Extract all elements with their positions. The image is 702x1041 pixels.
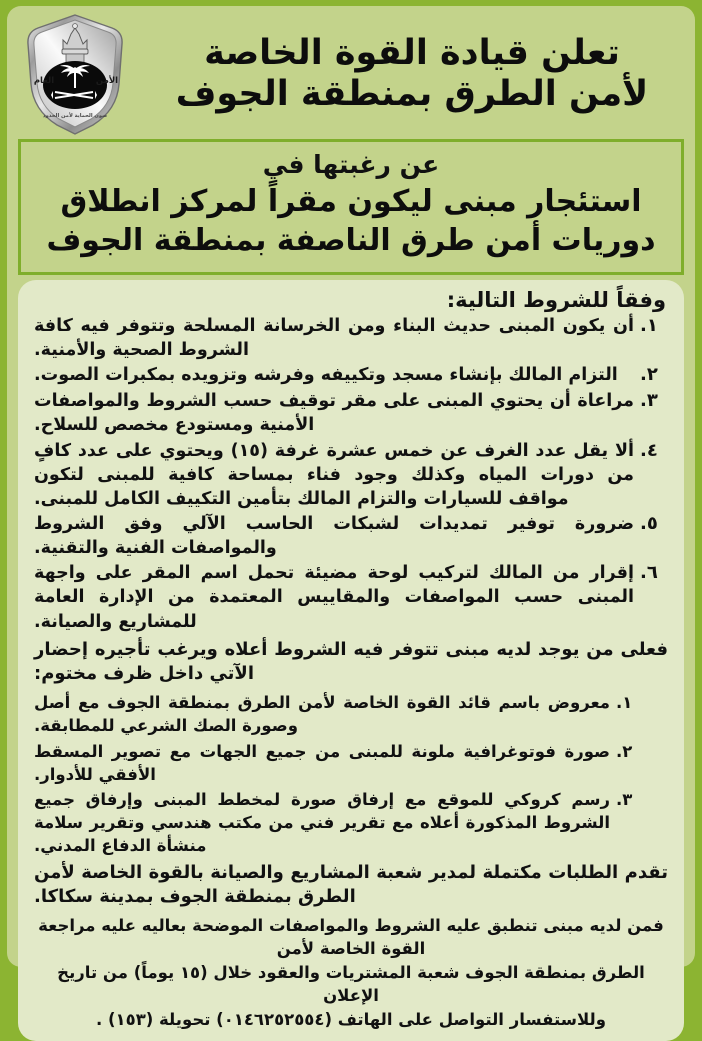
condition-number: ٢.: [640, 364, 658, 386]
document-item: [34, 788, 642, 857]
subtitle-box: [18, 139, 684, 275]
condition-text: إقرار من المالك لتركيب لوحة مضيئة تحمل اسم المقر على واجهة المبنى حسب المواصفات والمقاييس المعتمدة من الإدارة العامة للمشاريع والصيانة.: [34, 563, 634, 632]
condition-item: [34, 439, 668, 511]
condition-number: ٦.: [640, 562, 658, 584]
emblem: [16, 11, 134, 137]
condition-item: [34, 389, 668, 437]
condition-number: ٥.: [640, 512, 658, 534]
document-number: ١.: [616, 693, 633, 713]
document-header: [12, 10, 690, 138]
svg-text:العام: العام: [33, 76, 55, 86]
document-text: صورة فوتوغرافية ملونة للمبنى من جميع الجهات مع تصوير المسقط الأفقي للأدوار.: [34, 741, 610, 784]
condition-text: ألا يقل عدد الغرف عن خمس عشرة غرفة (١٥) ويحتوي على عدد كافٍ من دورات المياه وكذلك وجود فناء بمساحة كافية للمبنى لتكون مواقف للسيارات والتزام المالك بتأمين التكييف الكامل للمبنى.: [34, 440, 635, 509]
condition-item: [34, 561, 668, 633]
condition-text: مراعاة أن يحتوي المبنى على مقر توقيف حسب الشروط والمواصفات الأمنية ومستودع مخصص للسلاح.: [34, 391, 634, 436]
footer-line-3: وللاستفسار التواصل على الهاتف (٠١٤٦٢٥٢٥٥٤) تحويلة (١٥٣) .: [95, 1009, 607, 1029]
saudi-public-security-emblem-icon: [19, 12, 131, 136]
title-line-2: لأمن الطرق بمنطقة الجوف: [175, 74, 649, 114]
document-number: ٢.: [616, 741, 633, 761]
condition-item: [34, 512, 668, 560]
condition-item: [34, 363, 668, 388]
conditions-list: [34, 314, 668, 635]
instructions-intro: فعلى من يوجد لديه مبنى تتوفر فيه الشروط أعلاه ويرغب تأجيره إحضار الآتي داخل ظرف مختوم:: [34, 638, 668, 685]
conditions-panel: [18, 280, 684, 1041]
condition-number: ١.: [640, 315, 658, 337]
svg-text:الأمن: الأمن: [95, 76, 119, 86]
subtitle-line-1: استئجار مبنى ليكون مقراً لمركز انطلاق: [60, 184, 642, 219]
condition-number: ٤.: [640, 439, 658, 461]
page-title: [134, 33, 686, 116]
page-inner-frame: [7, 6, 695, 1029]
document-text: رسم كروكي للموقع مع إرفاق صورة لمخطط المبنى وإرفاق جميع الشروط المذكورة أعلاه مع تقرير فني من مكتب هندسي وتقرير سلامة منشأة الدفاع المدني.: [34, 789, 610, 855]
subtitle-main: [31, 182, 671, 260]
title-line-1: تعلن قيادة القوة الخاصة: [204, 32, 620, 73]
condition-text: أن يكون المبنى حديث البناء ومن الخرسانة المسلحة وتتوفر فيه كافة الشروط الصحية والأمنية.: [34, 316, 634, 361]
document-item: [34, 691, 642, 737]
document-number: ٣.: [616, 789, 633, 809]
required-documents-list: [34, 691, 668, 859]
subtitle-lead: عن رغبتها في: [262, 150, 440, 179]
submission-instructions: تقدم الطلبات مكتملة لمدير شعبة المشاريع والصيانة بالقوة الخاصة لأمن الطرق بمنطقة الجوف بمدينة سكاكا.: [34, 861, 668, 908]
document-text: معروض باسم قائد القوة الخاصة لأمن الطرق بمنطقة الجوف مع أصل وصورة الصك الشرعي للمطابقة.: [34, 693, 610, 736]
condition-text: التزام المالك بإنشاء مسجد وتكييفه وفرشه وتزويده بمكبرات الصوت.: [34, 365, 618, 386]
condition-item: [34, 314, 668, 362]
subtitle-line-2: دوريات أمن طرق الناصفة بمنطقة الجوف: [46, 223, 656, 258]
document-item: [34, 740, 642, 786]
footer-note: [34, 910, 668, 1031]
conditions-heading: وفقاً للشروط التالية:: [446, 288, 666, 312]
footer-line-2: الطرق بمنطقة الجوف شعبة المشتريات والعقود خلال (١٥ يوماً) من تاريخ الإعلان: [57, 962, 645, 1006]
condition-number: ٣.: [640, 390, 658, 412]
svg-text:صون الحماية لأمن الحدود: صون الحماية لأمن الحدود: [42, 113, 108, 119]
condition-text: ضرورة توفير تمديدات لشبكات الحاسب الآلي وفق الشروط والمواصفات الفنية والتقنية.: [34, 513, 634, 559]
footer-line-1: فمن لديه مبنى تنطبق عليه الشروط والمواصفات الموضحة بعاليه عليه مراجعة القوة الخاصة لأمن: [38, 915, 664, 959]
